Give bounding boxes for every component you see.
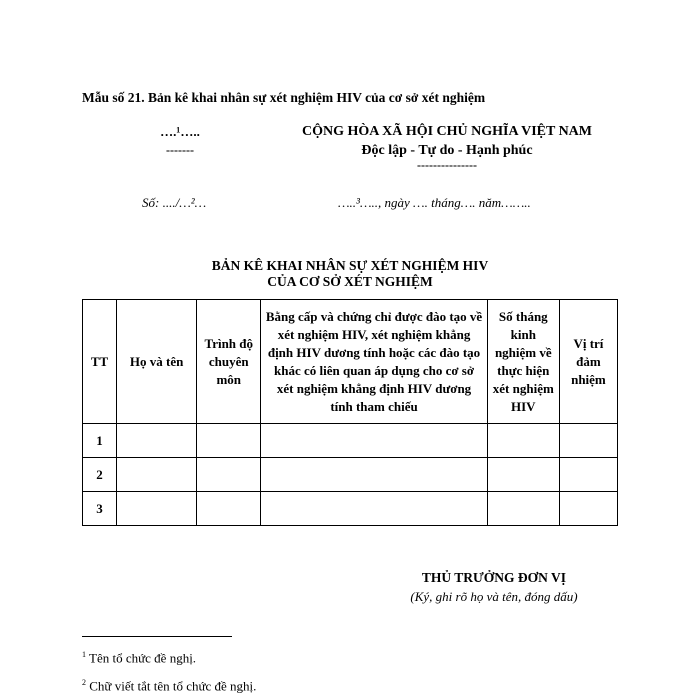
cell-full-name [117,458,197,492]
footnote-1-text: Tên tổ chức đề nghị. [86,650,197,666]
place-and-date: …..³….., ngày …. tháng…. năm…….. [338,195,531,210]
header-experience-months: Số tháng kinh nghiệm về thực hiện xét nghiệm HIV [487,300,559,424]
cell-certificates [261,458,487,492]
main-title-line-1: BẢN KÊ KHAI NHÂN SỰ XÉT NGHIỆM HIV [211,258,489,273]
table-row [83,458,618,492]
header-position: Vị trí đảm nhiệm [559,300,617,424]
organization-underline: ------- [166,143,194,157]
cell-certificates [261,492,487,526]
national-motto: Độc lập - Tự do - Hạnh phúc [361,143,533,158]
row-number: 1 [83,424,117,458]
row-number: 2 [83,458,117,492]
cell-qualification [197,458,261,492]
cell-full-name [117,492,197,526]
header-tt: TT [83,300,117,424]
footnote-divider [82,636,232,637]
form-title: Mẫu số 21. Bản kê khai nhân sự xét nghiệm HIV của cơ sở xét nghiệm [82,90,486,105]
header-certificates: Bằng cấp và chứng chỉ được đào tạo về xét nghiệm HIV, xét nghiệm khẳng định HIV dương tính hoặc các đào tạo khác có liên quan áp dụng cho cơ sở xét nghiệm khẳng định HIV dương tính tham chiếu [261,300,487,424]
staff-table [82,299,618,526]
cell-experience-months [487,458,559,492]
national-title: CỘNG HÒA XÃ HỘI CHỦ NGHĨA VIỆT NAM [301,124,592,139]
header-qualification: Trình độ chuyên môn [197,300,261,424]
footnote-1-mark: 1 [82,650,86,659]
table-row [83,492,618,526]
header-full-name: Họ và tên [117,300,197,424]
footnote-2-mark: 2 [82,678,86,687]
signatory-title: THỦ TRƯỞNG ĐƠN VỊ [421,570,567,585]
footnote-1 [82,650,196,666]
footnote-2 [82,678,256,694]
document-number: Số: ..../…²… [142,195,207,210]
cell-qualification [197,492,261,526]
cell-position [559,424,617,458]
footnote-2-text: Chữ viết tắt tên tổ chức đề nghị. [86,678,257,694]
table-header-row [83,300,618,424]
cell-experience-months [487,424,559,458]
row-number: 3 [83,492,117,526]
organization-placeholder: ….¹….. [160,124,200,139]
cell-experience-months [487,492,559,526]
main-title-line-2: CỦA CƠ SỞ XÉT NGHIỆM [267,274,433,289]
cell-qualification [197,424,261,458]
cell-full-name [117,424,197,458]
table-row [83,424,618,458]
signatory-note: (Ký, ghi rõ họ và tên, đóng dấu) [410,589,578,604]
cell-position [559,458,617,492]
cell-position [559,492,617,526]
cell-certificates [261,424,487,458]
motto-underline: --------------- [417,158,477,172]
